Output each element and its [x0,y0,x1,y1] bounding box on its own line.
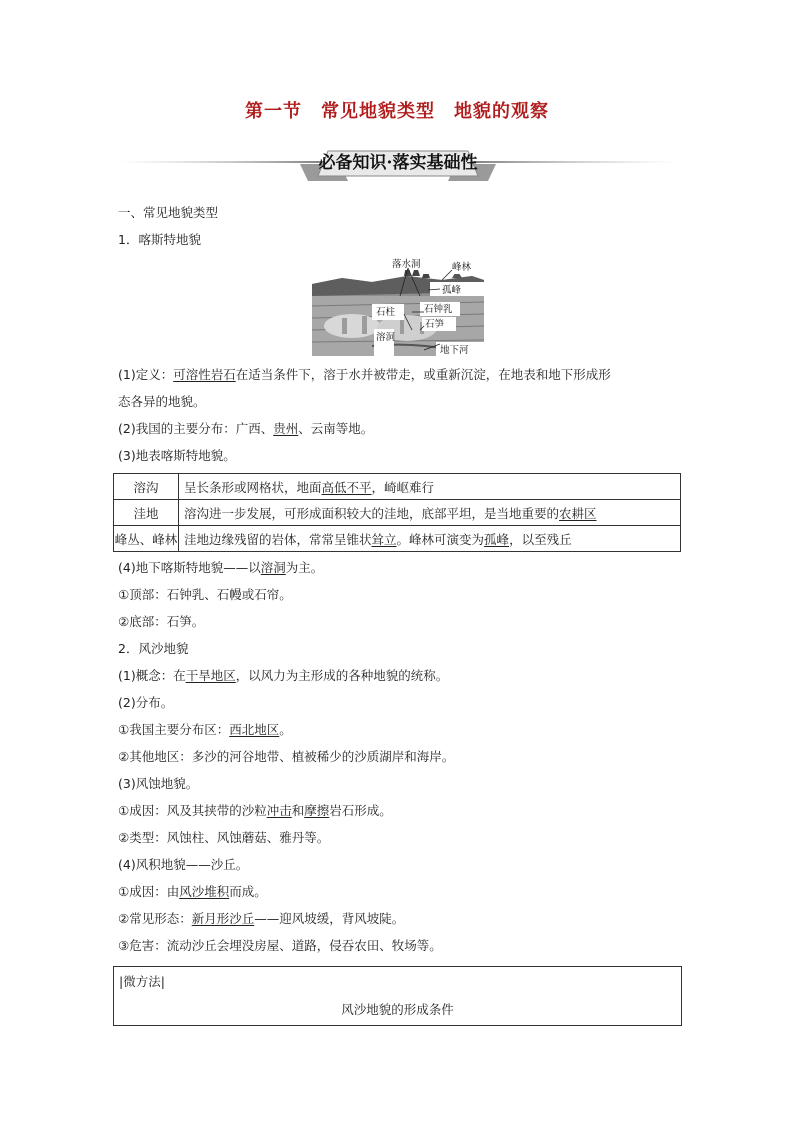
cave-bottom: ②底部：石笋。 [118,614,205,629]
section-banner [118,150,678,184]
wind-deposit-hazard: ③危害：流动沙丘会埋没房屋、道路，侵吞农田、牧场等。 [118,938,442,953]
page-title: 第一节 常见地貌类型 地貌的观察 [245,101,549,122]
wind-erosion-types: ②类型：风蚀柱、风蚀蘑菇、雅丹等。 [118,830,330,845]
micro-method-label: |微方法| [119,974,165,989]
karst-definition-line1: (1)定义：可溶性岩石在适当条件下，溶于水并被带走，或重新沉淀，在地表和地下形成形 [118,367,611,382]
table-cell-desc: 洼地边缘残留的岩体，常常呈锥状耸立。峰林可演变为孤峰，以至残丘 [179,526,681,552]
karst-heading: 1．喀斯特地貌 [118,232,201,247]
aeolian-heading: 2．风沙地貌 [118,641,189,656]
label-stalagmite: 石笋 [425,319,445,330]
aeolian-other-area: ②其他地区：多沙的河谷地带、植被稀少的沙质湖岸和海岸。 [118,749,455,764]
micro-method-box [113,966,682,1026]
cave-top: ①顶部：石钟乳、石幔或石帘。 [118,587,292,602]
banner-text: 必备知识·落实基础性 [318,153,478,173]
table-cell-name: 洼地 [114,500,179,526]
micro-method-title: 风沙地貌的形成条件 [341,1002,454,1017]
table-cell-name: 溶沟 [114,474,179,500]
label-peak-forest: 峰林 [452,262,472,273]
table-row [114,474,681,500]
table-row [114,526,681,552]
table-cell-desc: 呈长条形或网格状，地面高低不平，崎岖难行 [179,474,681,500]
label-cave: 溶洞 [376,332,396,343]
karst-definition-line2: 态各异的地貌。 [118,394,206,409]
wind-erosion-heading: (3)风蚀地貌。 [118,776,199,791]
label-stalactite: 石钟乳 [424,304,453,315]
wind-deposit-cause: ①成因：由风沙堆积而成。 [118,884,267,899]
wind-deposit-heading: (4)风积地貌——沙丘。 [118,857,249,872]
wind-erosion-cause: ①成因：风及其挟带的沙粒冲击和摩擦岩石形成。 [118,803,392,818]
table-cell-name: 峰丛、峰林 [114,526,179,552]
karst-landform-figure [312,256,484,356]
table-cell-desc: 溶沟进一步发展，可形成面积较大的洼地，底部平坦，是当地重要的农耕区 [179,500,681,526]
label-sinkhole: 落水洞 [392,259,421,270]
table-row [114,500,681,526]
aeolian-main-area: ①我国主要分布区：西北地区。 [118,722,292,737]
aeolian-distribution-heading: (2)分布。 [118,695,174,710]
underground-karst: (4)地下喀斯特地貌——以溶洞为主。 [118,560,324,575]
section-heading: 一、常见地貌类型 [118,205,219,220]
label-underground-river: 地下河 [440,345,469,356]
surface-karst-heading: (3)地表喀斯特地貌。 [118,448,236,463]
karst-distribution: (2)我国的主要分布：广西、贵州、云南等地。 [118,421,374,436]
surface-karst-table [113,473,681,552]
aeolian-concept: (1)概念：在干旱地区，以风力为主形成的各种地貌的统称。 [118,668,449,683]
wind-deposit-form: ②常见形态：新月形沙丘——迎风坡缓，背风坡陡。 [118,911,405,926]
label-isolated-peak: 孤峰 [442,285,462,296]
label-pillar: 石柱 [376,307,396,318]
